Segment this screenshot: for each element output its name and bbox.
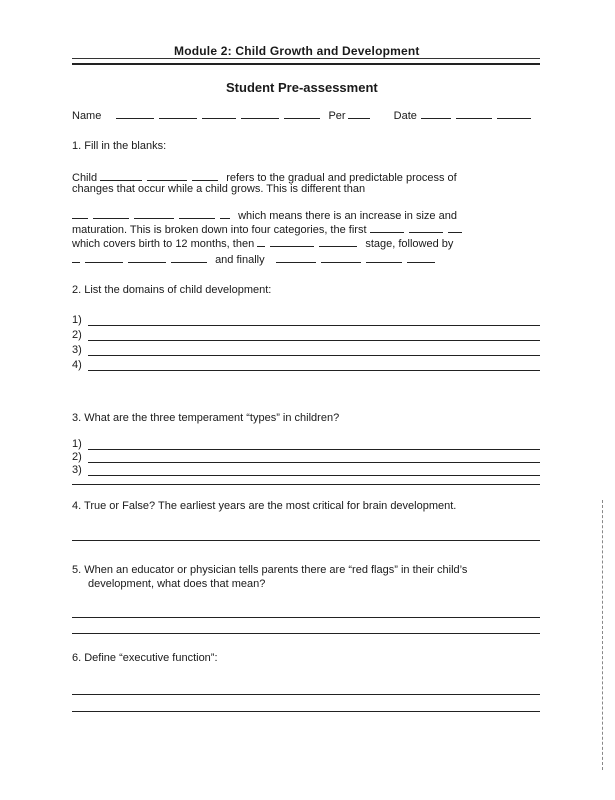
fill-blank[interactable] xyxy=(134,208,174,219)
header-rule-top xyxy=(72,58,540,59)
q3-item-label: 1) xyxy=(72,438,82,450)
q3-item-label: 2) xyxy=(72,451,82,463)
fill-blank[interactable] xyxy=(192,170,218,181)
name-blank[interactable] xyxy=(284,108,320,119)
page-subtitle: Student Pre-assessment xyxy=(226,80,378,95)
date-label: Date xyxy=(393,110,417,122)
per-label: Per xyxy=(328,110,346,122)
name-blank[interactable] xyxy=(241,108,279,119)
date-blank[interactable] xyxy=(497,108,531,119)
name-label: Name xyxy=(72,110,102,122)
q3-prompt: 3. What are the three temperament “types” in children? xyxy=(72,412,340,424)
q2-prompt: 2. List the domains of child development: xyxy=(72,284,272,296)
q4-prompt: 4. True or False? The earliest years are the most critical for brain development. xyxy=(72,500,457,512)
fill-blank[interactable] xyxy=(93,208,129,219)
date-blank[interactable] xyxy=(421,108,451,119)
q1-line-3: which means there is an increase in size and xyxy=(72,208,457,222)
name-row xyxy=(72,108,536,122)
fill-blank[interactable] xyxy=(85,252,123,263)
fill-blank[interactable] xyxy=(321,252,361,263)
name-blank[interactable] xyxy=(159,108,197,119)
q2-item-label: 3) xyxy=(72,344,82,356)
fill-blank[interactable] xyxy=(220,208,230,219)
name-blank[interactable] xyxy=(202,108,236,119)
q1-line-4: maturation. This is broken down into four categories, the first xyxy=(72,222,467,236)
q1-line-1: Child refers to the gradual and predictable process of xyxy=(72,172,457,184)
fill-blank[interactable] xyxy=(270,236,314,247)
per-blank[interactable] xyxy=(348,108,370,119)
q1-line-2: changes that occur while a child grows. This is different than xyxy=(72,183,366,195)
fill-blank[interactable] xyxy=(72,208,88,219)
fill-blank[interactable] xyxy=(100,170,142,181)
date-blank[interactable] xyxy=(456,108,492,119)
fill-blank[interactable] xyxy=(72,252,80,263)
q1-line-6: and finally xyxy=(72,252,440,266)
fill-blank[interactable] xyxy=(409,222,443,233)
fill-blank[interactable] xyxy=(276,252,316,263)
q1-prompt: 1. Fill in the blanks: xyxy=(72,140,167,152)
fill-blank[interactable] xyxy=(147,170,187,181)
fill-blank[interactable] xyxy=(171,252,207,263)
name-blank[interactable] xyxy=(116,108,154,119)
fill-blank[interactable] xyxy=(370,222,404,233)
q2-item-label: 1) xyxy=(72,314,82,326)
fill-blank[interactable] xyxy=(366,252,402,263)
scan-edge-mark xyxy=(602,500,604,770)
q1-line-5: which covers birth to 12 months, then stage, followed by xyxy=(72,238,454,250)
fill-blank[interactable] xyxy=(448,222,462,233)
q6-prompt: 6. Define “executive function”: xyxy=(72,652,218,664)
fill-blank[interactable] xyxy=(407,252,435,263)
q3-item-label: 3) xyxy=(72,464,82,476)
header-rule-bottom xyxy=(72,63,540,65)
q5-prompt-line-2: development, what does that mean? xyxy=(88,578,266,590)
q2-item-label: 2) xyxy=(72,329,82,341)
fill-blank[interactable] xyxy=(179,208,215,219)
q2-item-label: 4) xyxy=(72,359,82,371)
fill-blank[interactable] xyxy=(319,236,357,247)
q5-prompt-line-1: 5. When an educator or physician tells parents there are “red flags” in their child’s xyxy=(72,564,468,576)
module-title: Module 2: Child Growth and Development xyxy=(174,44,420,58)
fill-blank[interactable] xyxy=(128,252,166,263)
fill-blank[interactable] xyxy=(257,236,265,247)
